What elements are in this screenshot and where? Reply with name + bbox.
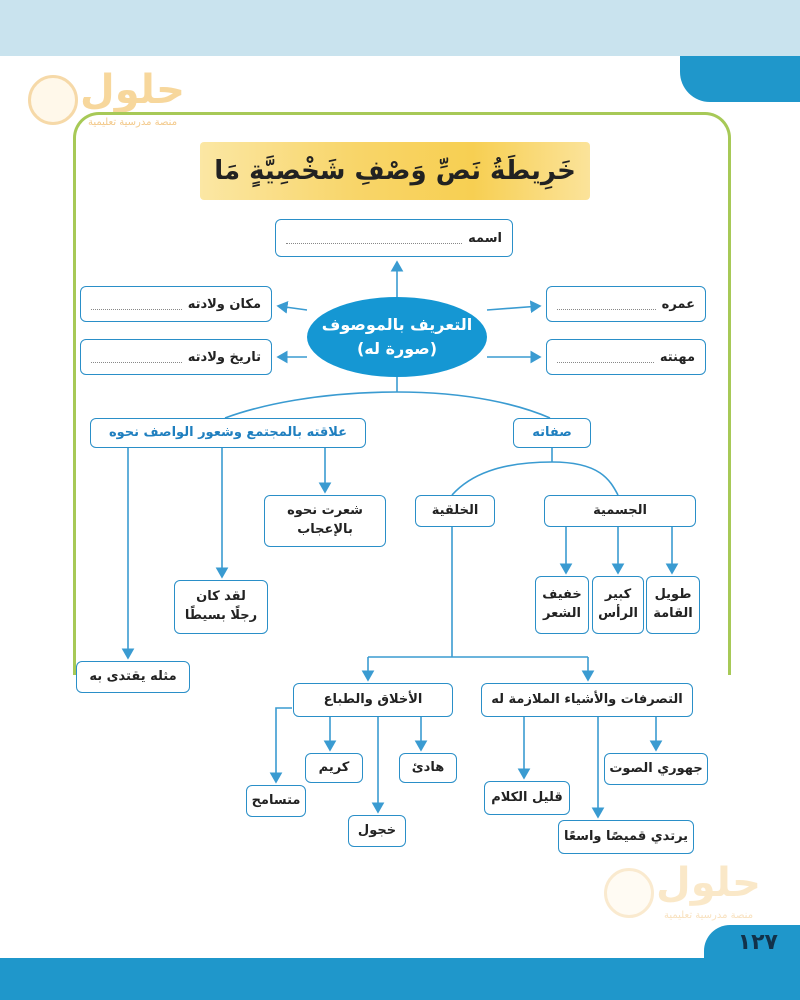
simple-node [174,580,268,634]
tall-line2: القامة [653,606,693,621]
age-dots [557,299,656,310]
manners-heading: الأخلاق والطباع [323,691,423,707]
relation-heading: علاقته بالمجتمع وشعور الواصف نحوه [108,424,348,440]
manner-item-generous [305,753,363,783]
watermark-word: حلول [656,860,761,906]
birthdate-label: تاريخ ولادته [187,349,261,365]
moral-heading: الخلقية [431,502,479,518]
job-dots [557,352,654,363]
model-node [76,661,190,693]
head-line2: الرأس [598,606,638,621]
simple-line2: رجلًا بسيطًا [184,608,258,623]
birthplace-field[interactable] [80,286,272,322]
center-line2: (صورة له) [356,339,438,358]
behaviors-heading: التصرفات والأشياء الملازمة له [491,691,683,707]
quiet-text: قليل الكلام [491,789,563,805]
name-field[interactable] [275,219,513,257]
behaviors-node [481,683,693,717]
feeling-line1: شعرت نحوه [287,503,363,519]
name-dots [286,233,462,244]
tolerant-text: متسامح [251,792,301,808]
birthplace-dots [91,299,182,310]
shirt-text: يرتدي قميصًا واسعًا [563,828,689,844]
manners-node [293,683,453,717]
simple-line1: لقد كان [196,589,246,605]
brand-subtitle: منصة مدرسية تعليمية [88,117,178,128]
job-field[interactable] [546,339,706,375]
birthdate-field[interactable] [80,339,272,375]
bottom-band [0,958,800,1000]
birthplace-label: مكان ولادته [187,296,261,312]
model-text: مثله يقتدى به [89,668,177,684]
feeling-node [264,495,386,547]
shy-text: خجول [357,822,397,838]
birthdate-dots [91,352,182,363]
name-label: اسمه [468,230,502,246]
physical-node [544,495,696,527]
manner-item-tolerant [246,785,306,817]
job-label: مهنته [659,349,695,365]
hair-line1: خفيف [542,587,582,603]
physical-heading: الجسمية [593,502,647,518]
brand-word: حلول [80,67,185,113]
relation-node [90,418,366,448]
age-label: عمره [661,296,695,312]
moral-node [415,495,495,527]
tall-line1: طويل [654,587,692,603]
physical-item-head [592,576,644,634]
physical-item-tall [646,576,700,634]
manner-item-calm [399,753,457,783]
center-line1: التعريف بالموصوف [321,315,473,334]
behavior-item-quiet [484,781,570,815]
page-title: خَرِيطَةُ نَصِّ وَصْفِ شَخْصِيَّةٍ مَا [214,156,576,186]
page-number: ١٢٧ [737,930,778,955]
calm-text: هادئ [411,759,445,775]
feeling-line2: بالإعجاب [297,522,353,537]
watermark-subtitle: منصة مدرسية تعليمية [664,910,754,921]
age-field[interactable] [546,286,706,322]
behavior-item-voice [604,753,708,785]
watermark-ring-icon [604,868,654,918]
generous-text: كريم [318,759,350,775]
head-line1: كبير [604,587,632,603]
voice-text: جهوري الصوت [609,760,703,776]
behavior-item-shirt [558,820,694,854]
traits-node [513,418,591,448]
physical-item-hair [535,576,589,634]
manner-item-shy [348,815,406,847]
traits-heading: صفاته [532,424,572,440]
center-node [307,297,487,377]
hair-line2: الشعر [543,606,581,621]
